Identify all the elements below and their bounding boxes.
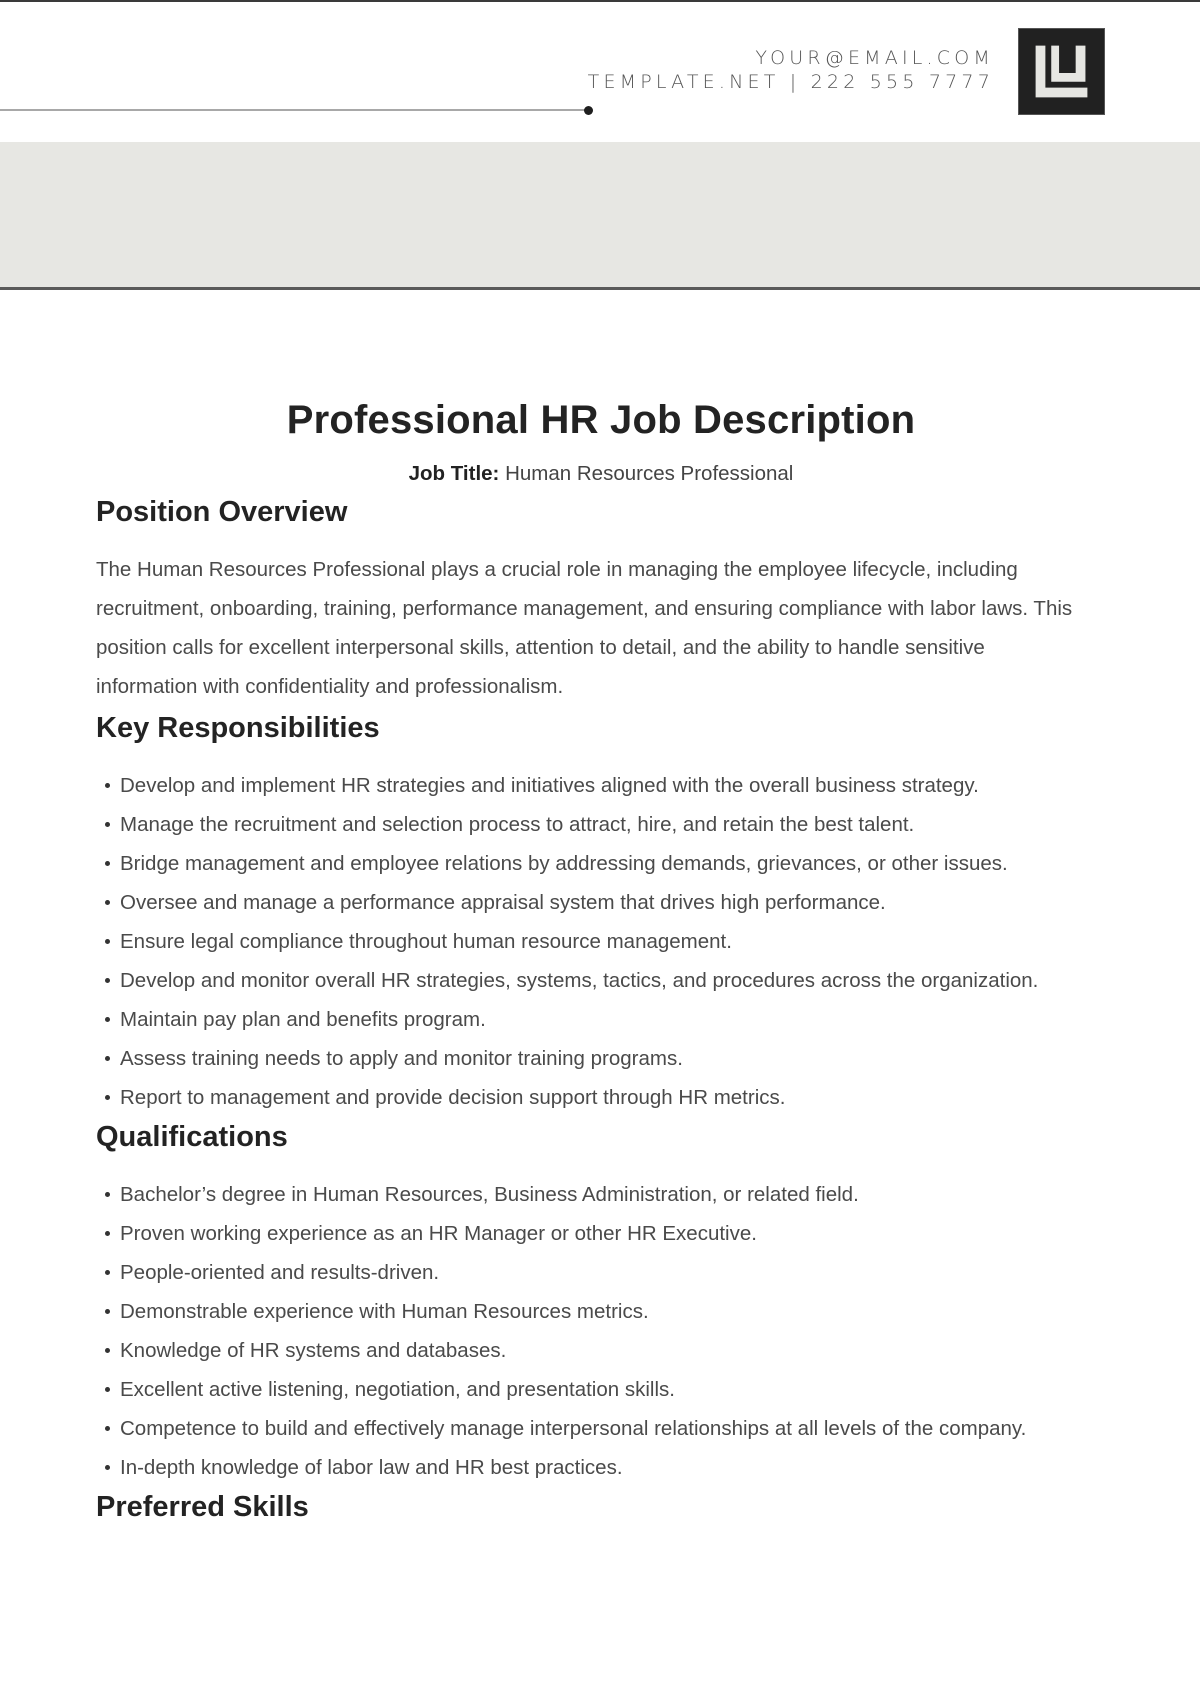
header-rule bbox=[0, 109, 588, 111]
website-phone-text: TEMPLATE.NET | 222 555 7777 bbox=[587, 71, 994, 93]
list-item: Manage the recruitment and selection process to attract, hire, and retain the best talent. bbox=[96, 805, 1096, 844]
list-item: Report to management and provide decision support through HR metrics. bbox=[96, 1078, 1096, 1117]
list-item: Knowledge of HR systems and databases. bbox=[96, 1331, 1096, 1370]
list-item: Competence to build and effectively manage interpersonal relationships at all levels of the company. bbox=[96, 1409, 1096, 1448]
page-title: Professional HR Job Description bbox=[286, 398, 916, 442]
position-overview-text: The Human Resources Professional plays a crucial role in managing the employee lifecycle, including recruitment, onboarding, training, performance management, and ensuring compliance with labor laws. This position calls for excellent interpersonal skills, attention to detail, and the ability to handle sensitive information with confidentiality and professionalism. bbox=[96, 558, 1073, 698]
lu-monogram-logo-icon bbox=[1018, 28, 1105, 115]
job-title-label: Job Title: bbox=[408, 462, 500, 485]
list-item: Excellent active listening, negotiation, and presentation skills. bbox=[96, 1370, 1096, 1409]
document-body bbox=[96, 392, 1106, 1527]
job-title-value: Human Resources Professional bbox=[505, 462, 794, 485]
section-heading-qualifications: Qualifications bbox=[96, 1121, 288, 1153]
list-item: Bachelor’s degree in Human Resources, Business Administration, or related field. bbox=[96, 1175, 1096, 1214]
list-item: Maintain pay plan and benefits program. bbox=[96, 1000, 1096, 1039]
email-text: YOUR@EMAIL.COM bbox=[755, 47, 994, 69]
responsibilities-list bbox=[96, 766, 1106, 1117]
document-header bbox=[0, 0, 1200, 142]
list-item: Demonstrable experience with Human Resources metrics. bbox=[96, 1292, 1096, 1331]
header-rule-dot bbox=[584, 106, 593, 115]
list-item: In-depth knowledge of labor law and HR best practices. bbox=[96, 1448, 1096, 1487]
job-title-line bbox=[96, 460, 1106, 488]
list-item: Assess training needs to apply and monitor training programs. bbox=[96, 1039, 1096, 1078]
list-item: Bridge management and employee relations by addressing demands, grievances, or other issues. bbox=[96, 844, 1096, 883]
list-item: People-oriented and results-driven. bbox=[96, 1253, 1096, 1292]
header-band bbox=[0, 142, 1200, 288]
section-heading-preferred-skills: Preferred Skills bbox=[96, 1491, 309, 1523]
list-item: Oversee and manage a performance appraisal system that drives high performance. bbox=[96, 883, 1096, 922]
section-heading-key-responsibilities: Key Responsibilities bbox=[96, 712, 380, 744]
band-bottom-rule bbox=[0, 287, 1200, 290]
list-item: Develop and implement HR strategies and initiatives aligned with the overall business strategy. bbox=[96, 766, 1096, 805]
list-item: Proven working experience as an HR Manager or other HR Executive. bbox=[96, 1214, 1096, 1253]
contact-info bbox=[588, 46, 994, 94]
qualifications-list bbox=[96, 1175, 1106, 1487]
list-item: Ensure legal compliance throughout human resource management. bbox=[96, 922, 1096, 961]
list-item: Develop and monitor overall HR strategies, systems, tactics, and procedures across the organization. bbox=[96, 961, 1096, 1000]
section-heading-position-overview: Position Overview bbox=[96, 496, 348, 528]
